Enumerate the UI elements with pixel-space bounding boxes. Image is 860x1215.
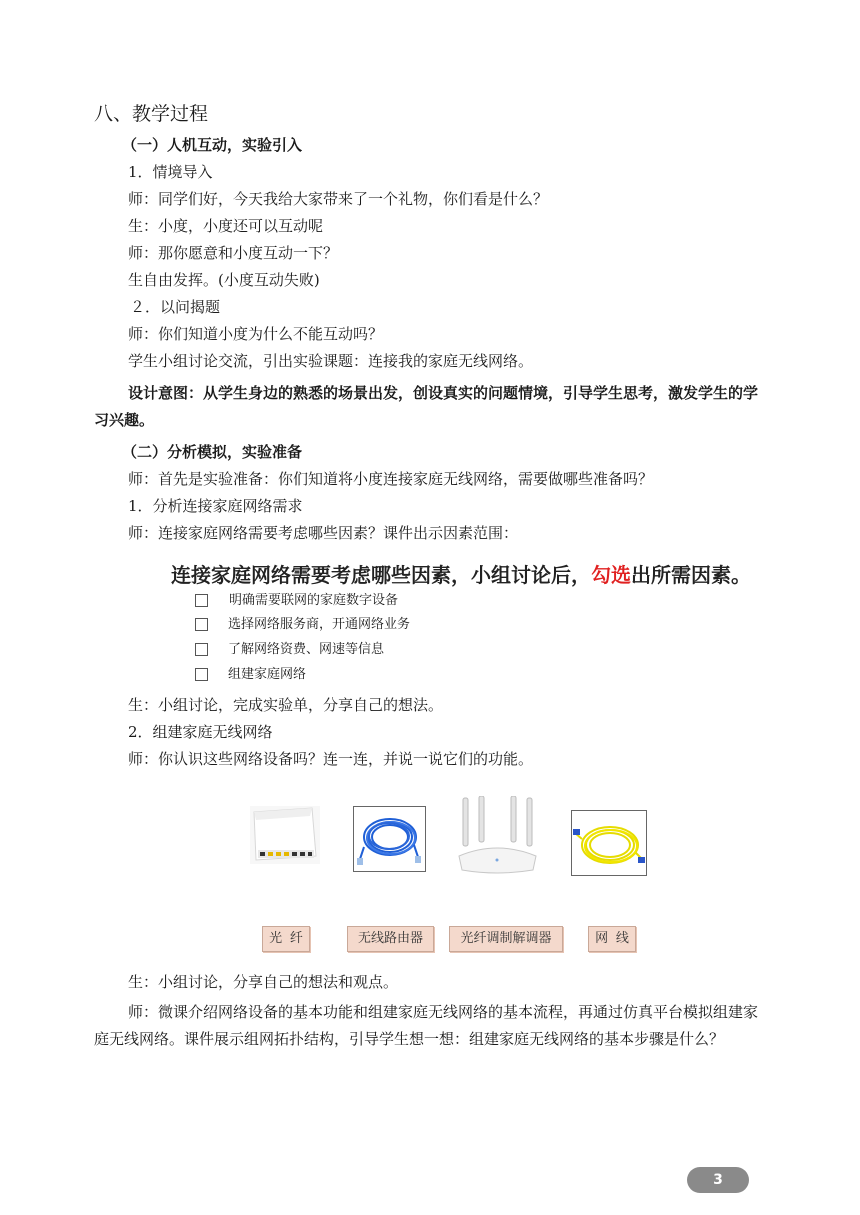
text-line: 师：你认识这些网络设备吗？连一连，并说一说它们的功能。: [128, 750, 534, 768]
sub-heading: 2．组建家庭无线网络: [128, 723, 273, 741]
text-line: 师：那你愿意和小度互动一下？: [128, 244, 339, 262]
label-network-cable[interactable]: 网 线: [588, 926, 636, 952]
text-line: 生自由发挥。(小度互动失败): [128, 271, 320, 289]
checkbox[interactable]: [195, 594, 208, 607]
checkbox[interactable]: [195, 668, 208, 681]
subsection-title-2: （二）分析模拟，实验准备: [122, 443, 303, 461]
text-line: 师：同学们好，今天我给大家带来了一个礼物，你们看是什么？: [128, 190, 549, 208]
text-line: 生：小组讨论，分享自己的想法和观点。: [128, 973, 399, 991]
slide-title-text: 连接家庭网络需要考虑哪些因素，小组讨论后，: [171, 563, 591, 587]
checkbox[interactable]: [195, 618, 208, 631]
slide-title: [171, 562, 751, 588]
design-intent: 设计意图：从学生身边的熟悉的场景出发，创设真实的问题情境，引导学生思考，激发学生的学习兴趣。: [94, 384, 759, 429]
section-heading: 八、教学过程: [94, 103, 209, 125]
label-fiber[interactable]: 光 纤: [262, 926, 310, 952]
slide-title-highlight: 勾选: [591, 563, 631, 587]
subsection-title-1: （一）人机互动，实验引入: [122, 136, 303, 154]
modem-image: [250, 806, 320, 864]
text-line: 师：连接家庭网络需要考虑哪些因素？课件出示因素范围：: [128, 524, 519, 542]
text-line: 生：小组讨论，完成实验单，分享自己的想法。: [128, 696, 444, 714]
text-line: 学生小组讨论交流，引出实验课题：连接我的家庭无线网络。: [128, 352, 534, 370]
checkbox[interactable]: [195, 643, 208, 656]
fiber-cable-image: [571, 810, 647, 876]
checklist-label: 组建家庭网络: [228, 667, 307, 682]
network-cable-image: [353, 806, 426, 872]
closing-paragraph: 师：微课介绍网络设备的基本功能和组建家庭无线网络的基本流程，再通过仿真平台模拟组建家庭无线网络。课件展示组网拓扑结构，引导学生想一想：组建家庭无线网络的基本步骤是什么？: [94, 1003, 759, 1048]
checklist-label: 了解网络资费、网速等信息: [228, 642, 385, 657]
slide-title-text-end: 出所需因素。: [631, 563, 751, 587]
text-line: 生：小度，小度还可以互动呢: [128, 217, 324, 235]
sub-heading: ２．以问揭题: [130, 298, 221, 316]
sub-heading: 1．分析连接家庭网络需求: [128, 497, 303, 515]
text-line: 师：你们知道小度为什么不能互动吗？: [128, 325, 384, 343]
label-wireless-router[interactable]: 无线路由器: [347, 926, 434, 952]
wireless-router-image: [455, 796, 540, 878]
checklist-label: 选择网络服务商，开通网络业务: [228, 617, 411, 632]
label-fiber-modem[interactable]: 光纤调制解调器: [449, 926, 563, 952]
page-number: 3: [687, 1167, 749, 1193]
sub-heading: 1．情境导入: [128, 163, 213, 181]
text-line: 师：首先是实验准备：你们知道将小度连接家庭无线网络，需要做哪些准备吗？: [128, 470, 654, 488]
checklist-label: 明确需要联网的家庭数字设备: [229, 593, 399, 608]
